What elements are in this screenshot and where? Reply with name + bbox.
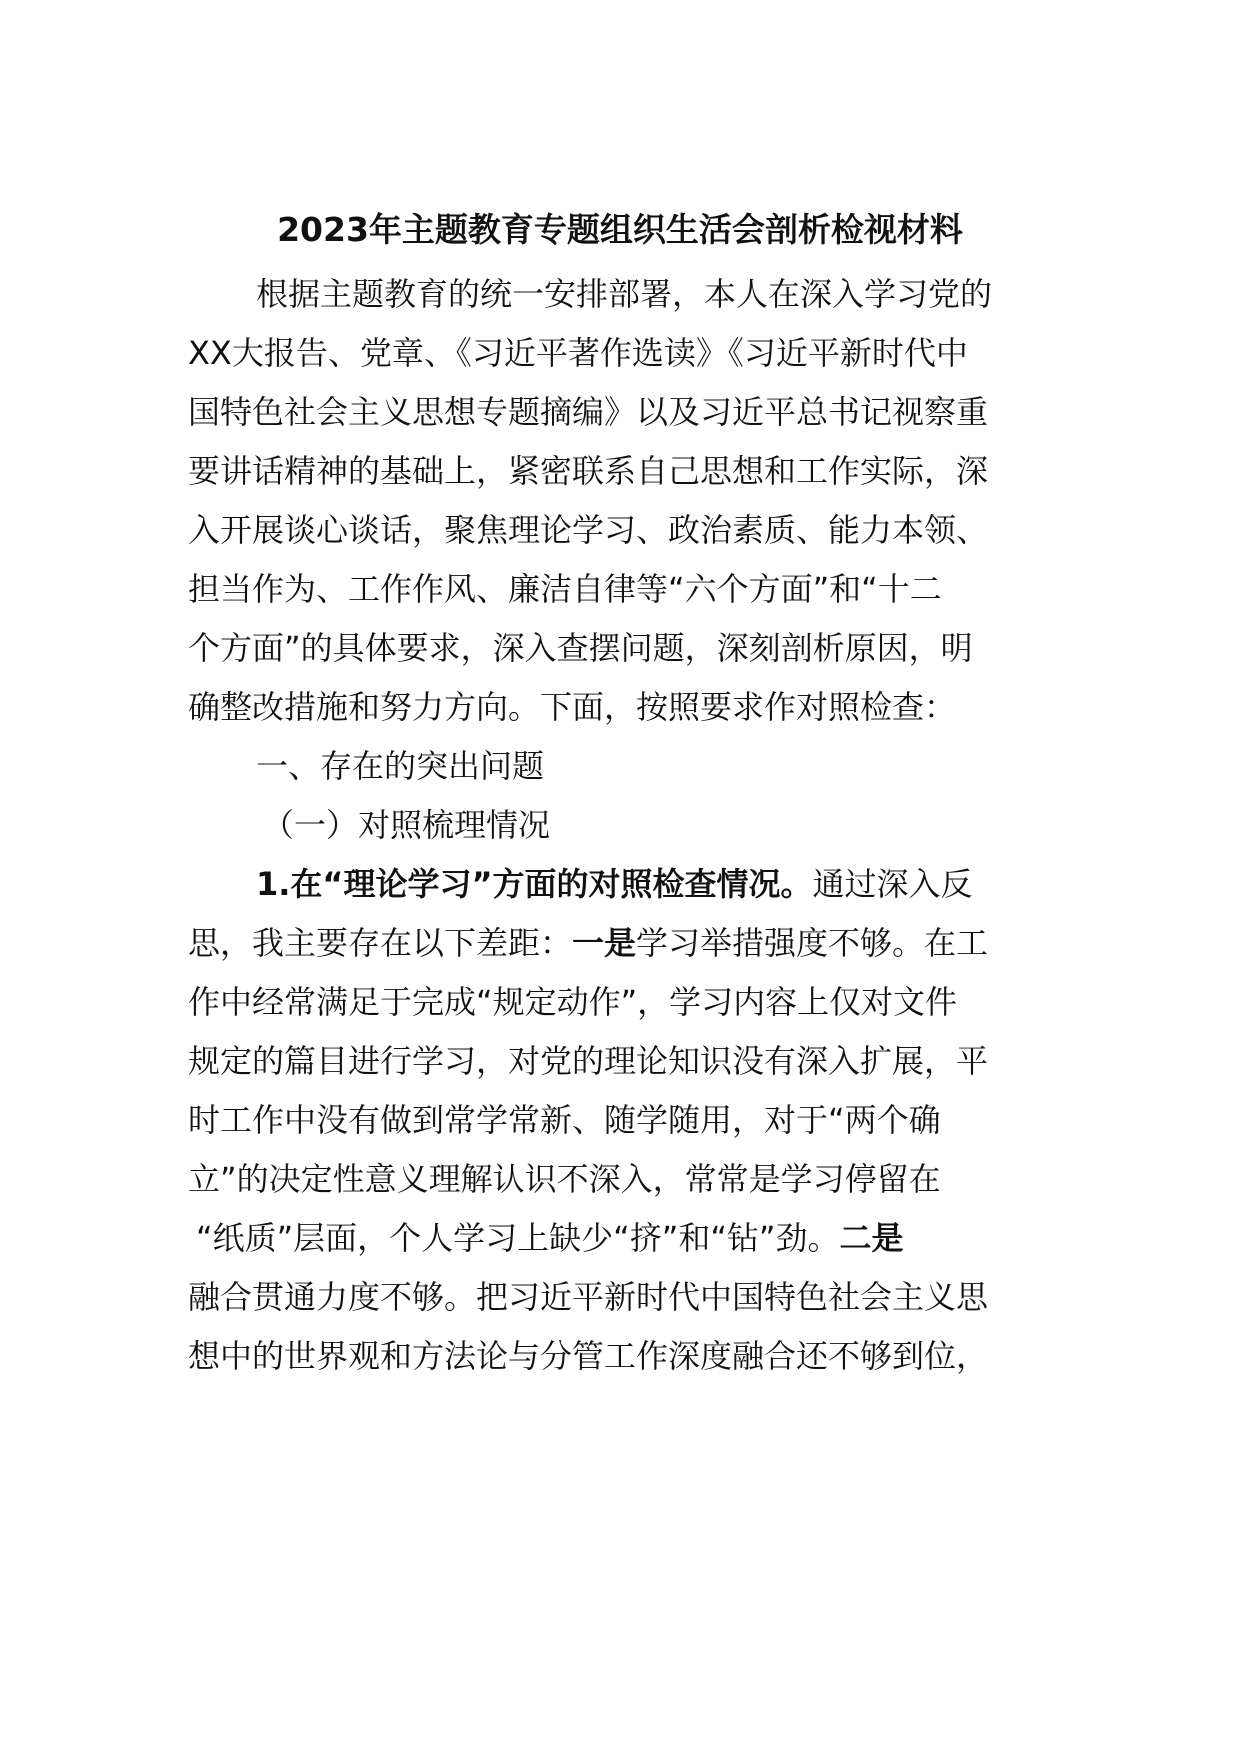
- item-1-line-2: [188, 921, 988, 965]
- item-1-line-7: [196, 1216, 904, 1260]
- section-heading: 一、存在的突出问题: [256, 747, 545, 785]
- item-1-line-6: 立”的决定性意义理解认识不深入，常常是学习停留在: [188, 1160, 941, 1198]
- intro-line-2: XX大报告、党章、《习近平著作选读》《习近平新时代中: [188, 334, 968, 372]
- item-1-line-9: 想中的世界观和方法论与分管工作深度融合还不够到位，: [188, 1337, 989, 1375]
- item-1-line-4: 规定的篇目进行学习，对党的理论知识没有深入扩展，平: [188, 1042, 989, 1080]
- item-1-heading-line: [256, 862, 973, 906]
- item-1-line-7-pre: “纸质”层面，个人学习上缺少“挤”和“钻”劲。: [196, 1219, 840, 1257]
- intro-line-5: 入开展谈心谈话，聚焦理论学习、政治素质、能力本领、: [188, 511, 989, 549]
- document-title: 2023年主题教育专题组织生活会剖析检视材料: [277, 210, 963, 249]
- item-1-point-one-marker: 一是: [572, 924, 637, 962]
- intro-line-4: 要讲话精神的基础上，紧密联系自己思想和工作实际，深: [188, 452, 989, 490]
- intro-line-8: 确整改措施和努力方向。下面，按照要求作对照检查：: [188, 688, 957, 726]
- subsection-heading: （一）对照梳理情况: [262, 806, 551, 844]
- item-1-line-5: 时工作中没有做到常学常新、随学随用，对于“两个确: [188, 1101, 941, 1139]
- item-1-heading-tail: 通过深入反: [812, 865, 973, 903]
- item-1-line-2-post: 学习举措强度不够。在工: [636, 924, 989, 962]
- item-1-point-two-marker: 二是: [839, 1219, 904, 1257]
- item-1-line-2-pre: 思，我主要存在以下差距：: [188, 924, 573, 962]
- item-1-heading: 1.在“理论学习”方面的对照检查情况。: [256, 865, 813, 903]
- intro-line-7: 个方面”的具体要求，深入查摆问题，深刻剖析原因，明: [188, 629, 973, 667]
- intro-line-1: 根据主题教育的统一安排部署，本人在深入学习党的: [256, 275, 993, 313]
- item-1-line-3: 作中经常满足于完成“规定动作”，学习内容上仅对文件: [188, 983, 958, 1021]
- intro-line-3: 国特色社会主义思想专题摘编》以及习近平总书记视察重: [188, 393, 989, 431]
- item-1-line-8: 融合贯通力度不够。把习近平新时代中国特色社会主义思: [188, 1278, 989, 1316]
- intro-line-6: 担当作为、工作作风、廉洁自律等“六个方面”和“十二: [188, 570, 942, 608]
